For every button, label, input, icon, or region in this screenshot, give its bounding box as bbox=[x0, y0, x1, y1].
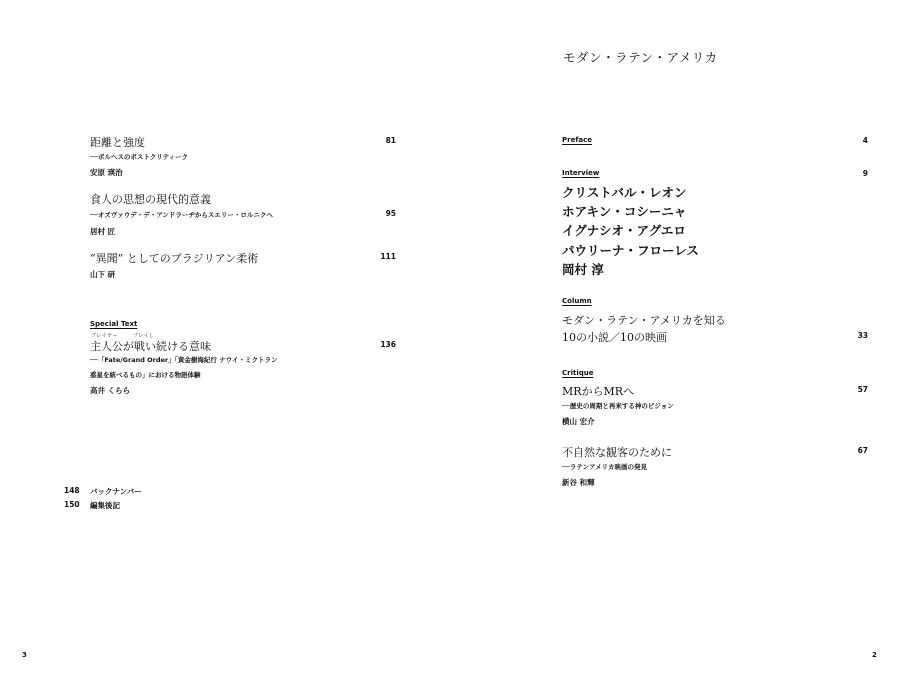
backmatter-page-number: 150 bbox=[64, 500, 80, 509]
article-title[interactable]: 食人の思想の現代的意義 bbox=[90, 193, 211, 206]
ruby-annotation: プレイヤー bbox=[91, 333, 119, 339]
ruby-annotation: プレイし bbox=[133, 333, 155, 339]
article-subtitle: ──「Fate/Grand Order」「黄金樹海紀行 ナウイ・ミクトラン bbox=[90, 356, 278, 364]
article-subtitle: ──オズヴァウデ・デ・アンドラーヂからスエリー・ロルニクへ bbox=[90, 211, 273, 219]
page-number: 67 bbox=[857, 446, 868, 455]
backmatter-page-number: 148 bbox=[64, 486, 80, 495]
article-subtitle: ──歴史の周期と再来する神のビジョン bbox=[562, 402, 674, 410]
right-page bbox=[450, 0, 900, 675]
interviewee-name: イグナシオ・アグエロ bbox=[562, 223, 686, 238]
column-title-line1[interactable]: モダン・ラテン・アメリカを知る bbox=[562, 314, 726, 327]
page-number: 95 bbox=[385, 209, 396, 218]
section-label-interview[interactable]: Interview bbox=[562, 169, 600, 177]
page-number: 4 bbox=[862, 136, 868, 145]
page-folio: 2 bbox=[872, 651, 877, 659]
article-title[interactable]: “異聞” としてのブラジリアン柔術 bbox=[90, 252, 259, 265]
article-author: 横山 宏介 bbox=[562, 417, 595, 426]
article-subtitle: ──ボルヘスのポストクリティーク bbox=[90, 153, 189, 161]
article-subtitle: 惑星を統べるもの」における物語体験 bbox=[90, 371, 201, 379]
backmatter-item[interactable]: バックナンバー bbox=[90, 487, 142, 496]
page-number: 9 bbox=[862, 169, 868, 178]
article-title[interactable]: 主人公が戦い続ける意味 bbox=[90, 340, 211, 353]
page-number: 111 bbox=[380, 252, 396, 261]
backmatter-item[interactable]: 編集後記 bbox=[90, 501, 120, 510]
article-title[interactable]: MRからMRへ bbox=[562, 385, 635, 398]
interviewee-name: パウリーナ・フローレス bbox=[562, 243, 699, 258]
article-title[interactable]: 距離と強度 bbox=[90, 136, 145, 149]
column-title-line2[interactable]: 10の小説／10の映画 bbox=[562, 331, 667, 344]
page-folio: 3 bbox=[22, 651, 27, 659]
article-author: 高井 くらら bbox=[90, 386, 131, 395]
page-number: 57 bbox=[857, 385, 868, 394]
interviewee-name: ホアキン・コシーニャ bbox=[562, 204, 687, 219]
article-author: 安原 瑛治 bbox=[90, 168, 123, 177]
article-subtitle: ──ラテンアメリカ映画の発見 bbox=[562, 463, 648, 471]
article-author: 居村 匠 bbox=[90, 227, 116, 236]
magazine-title: モダン・ラテン・アメリカ bbox=[563, 50, 718, 65]
page-number: 81 bbox=[385, 136, 396, 145]
section-label-column[interactable]: Column bbox=[562, 297, 592, 305]
article-author: 山下 研 bbox=[90, 270, 116, 279]
page-number: 136 bbox=[380, 340, 396, 349]
article-title[interactable]: 不自然な観客のために bbox=[562, 446, 672, 459]
interviewee-name: 岡村 淳 bbox=[562, 262, 604, 277]
interviewee-name: クリストバル・レオン bbox=[562, 185, 687, 200]
article-author: 新谷 和輝 bbox=[562, 478, 595, 487]
section-label-preface[interactable]: Preface bbox=[562, 136, 592, 144]
page-number: 33 bbox=[857, 331, 868, 340]
section-label-critique[interactable]: Critique bbox=[562, 369, 594, 377]
section-label-special-text: Special Text bbox=[90, 320, 138, 328]
